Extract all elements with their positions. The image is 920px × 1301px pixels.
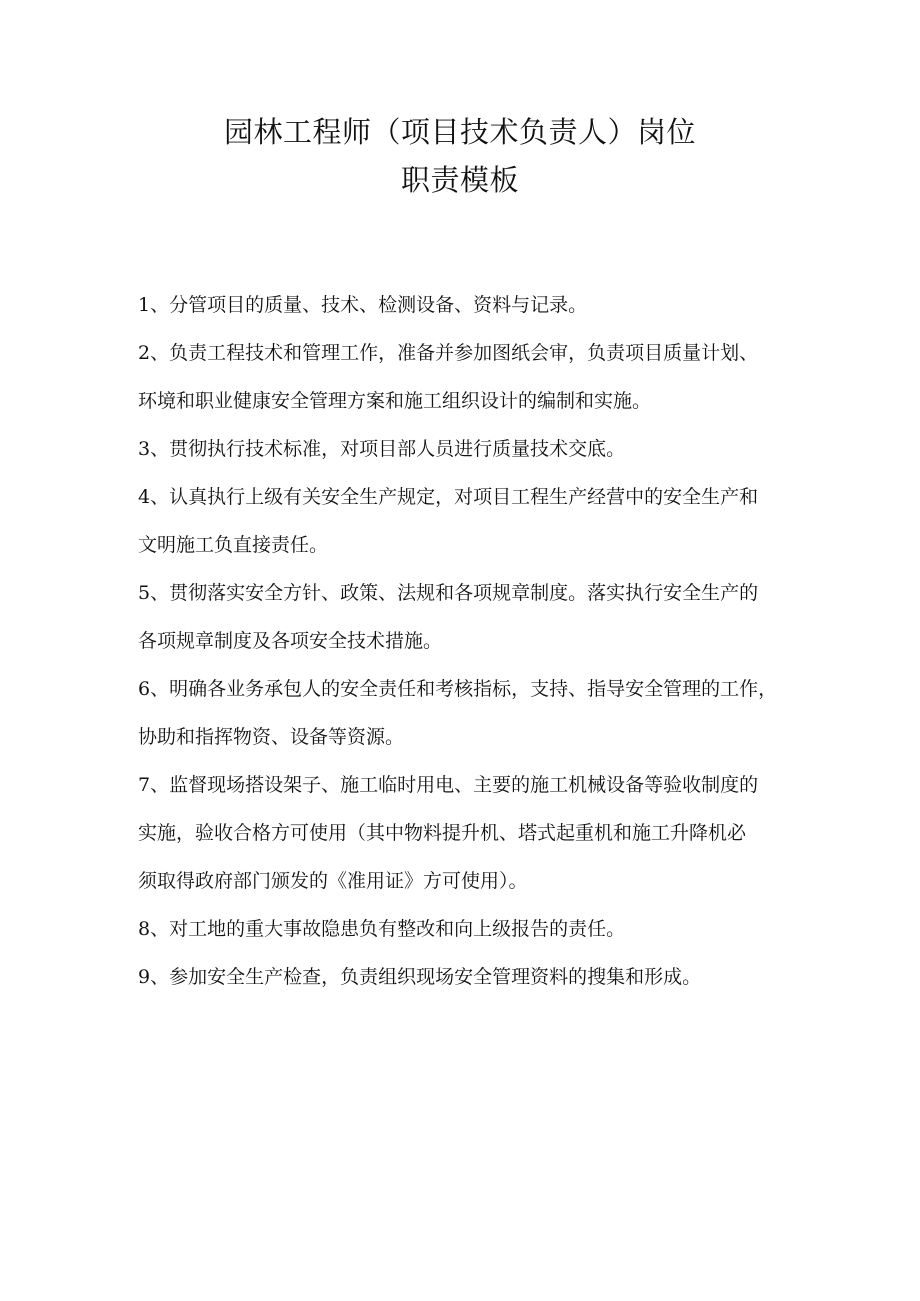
body-line: 协助和指挥物资、设备等资源。 xyxy=(138,726,405,748)
document-title xyxy=(0,108,920,204)
body-line: 1、分管项目的质量、技术、检测设备、资料与记录。 xyxy=(138,294,588,316)
body-line: 4、认真执行上级有关安全生产规定，对项目工程生产经营中的安全生产和 xyxy=(138,486,759,508)
body-line: 9、参加安全生产检查，负责组织现场安全管理资料的搜集和形成。 xyxy=(138,966,702,988)
title-line-1: 园林工程师（项目技术负责人）岗位 xyxy=(223,115,696,149)
body-line: 环境和职业健康安全管理方案和施工组织设计的编制和实施。 xyxy=(138,390,652,412)
body-line: 2、负责工程技术和管理工作，准备并参加图纸会审，负责项目质量计划、 xyxy=(138,342,759,364)
body-line: 须取得政府部门颁发的《准用证》方可使用）。 xyxy=(138,870,528,892)
body-line: 5、贯彻落实安全方针、政策、法规和各项规章制度。落实执行安全生产的 xyxy=(138,582,759,604)
body-line: 文明施工负直接责任。 xyxy=(138,534,329,556)
document-body xyxy=(138,281,818,1001)
body-line: 各项规章制度及各项安全技术措施。 xyxy=(138,630,443,652)
body-line: 实施，验收合格方可使用（其中物料提升机、塔式起重机和施工升降机必 xyxy=(138,822,747,844)
body-line: 7、监督现场搭设架子、施工临时用电、主要的施工机械设备等验收制度的 xyxy=(138,774,759,796)
title-line-2: 职责模板 xyxy=(400,163,519,197)
body-line: 6、明确各业务承包人的安全责任和考核指标，支持、指导安全管理的工作， xyxy=(138,678,778,700)
body-line: 8、对工地的重大事故隐患负有整改和向上级报告的责任。 xyxy=(138,918,626,940)
body-line: 3、贯彻执行技术标准，对项目部人员进行质量技术交底。 xyxy=(138,438,626,460)
